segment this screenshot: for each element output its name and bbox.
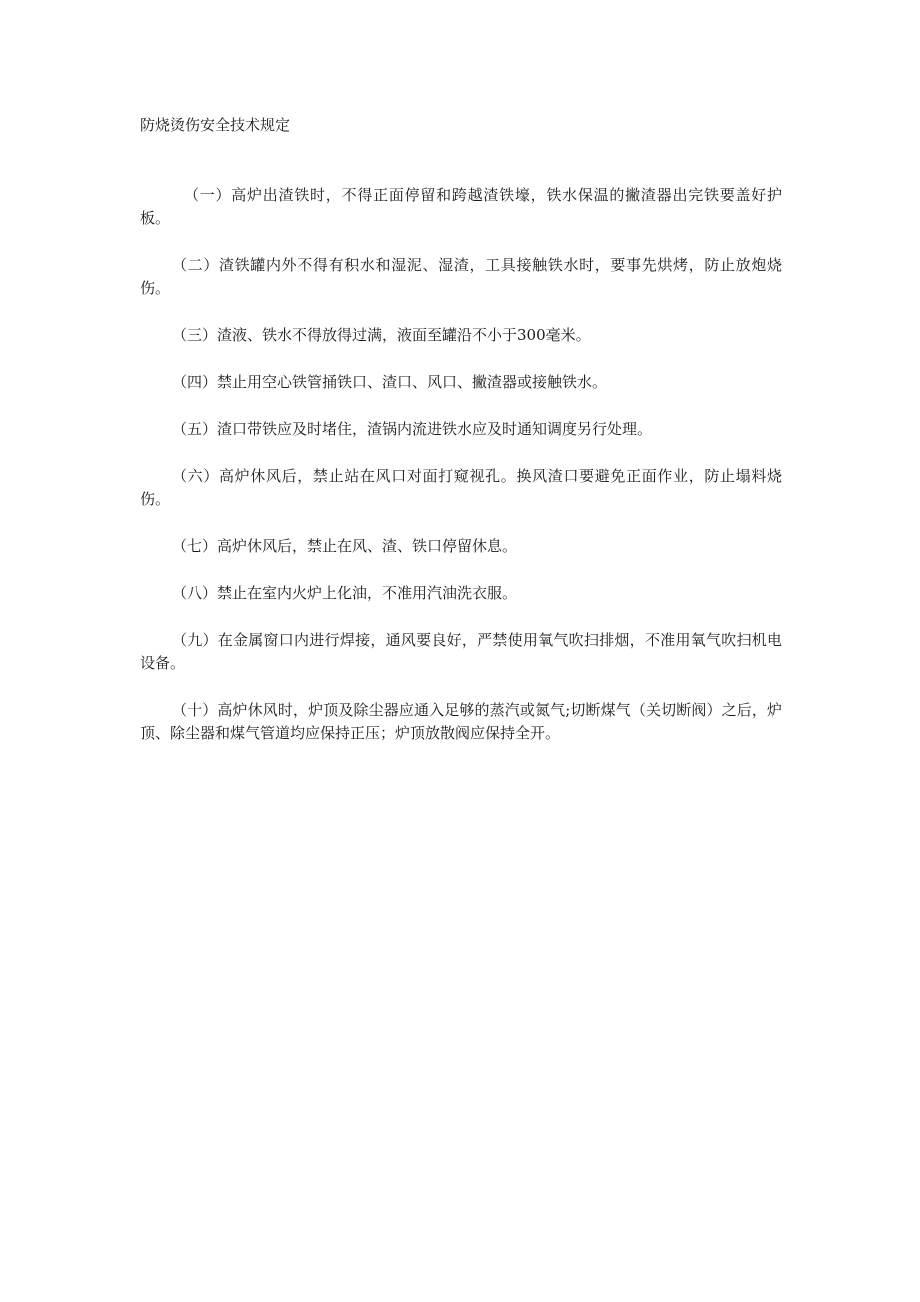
paragraph-6: （六）高炉休风后，禁止站在风口对面打窥视孔。换风渣口要避免正面作业，防止塌料烧伤。: [140, 467, 782, 508]
paragraph-10: （十）高炉休风时，炉顶及除尘器应通入足够的蒸汽或氮气;切断煤气（关切断阀）之后，炉顶、除尘器和煤气管道均应保持正压；炉顶放散阀应保持全开。: [140, 701, 782, 742]
document-title: 防烧烫伤安全技术规定: [140, 116, 291, 134]
paragraph-1: （一）高炉出渣铁时，不得正面停留和跨越渣铁壕，铁水保温的撇渣器出完铁要盖好护板。: [140, 186, 782, 227]
paragraph-8: （八）禁止在室内火炉上化油，不准用汽油洗衣服。: [172, 584, 518, 602]
paragraph-4: （四）禁止用空心铁管捅铁口、渣口、风口、撇渣器或接触铁水。: [172, 373, 608, 391]
paragraph-5: （五）渣口带铁应及时堵住，渣锅内流进铁水应及时通知调度另行处理。: [172, 420, 653, 438]
paragraph-3: （三）渣液、铁水不得放得过满，液面至罐沿不小于300毫米。: [172, 326, 591, 344]
paragraph-7: （七）高炉休风后，禁止在风、渣、铁口停留休息。: [172, 537, 518, 555]
document-body: [140, 184, 782, 769]
paragraph-9: （九）在金属窗口内进行焊接，通风要良好，严禁使用氧气吹扫排烟，不准用氧气吹扫机电设备。: [140, 631, 782, 672]
paragraph-2: （二）渣铁罐内外不得有积水和湿泥、湿渣，工具接触铁水时，要事先烘烤，防止放炮烧伤。: [140, 256, 782, 297]
